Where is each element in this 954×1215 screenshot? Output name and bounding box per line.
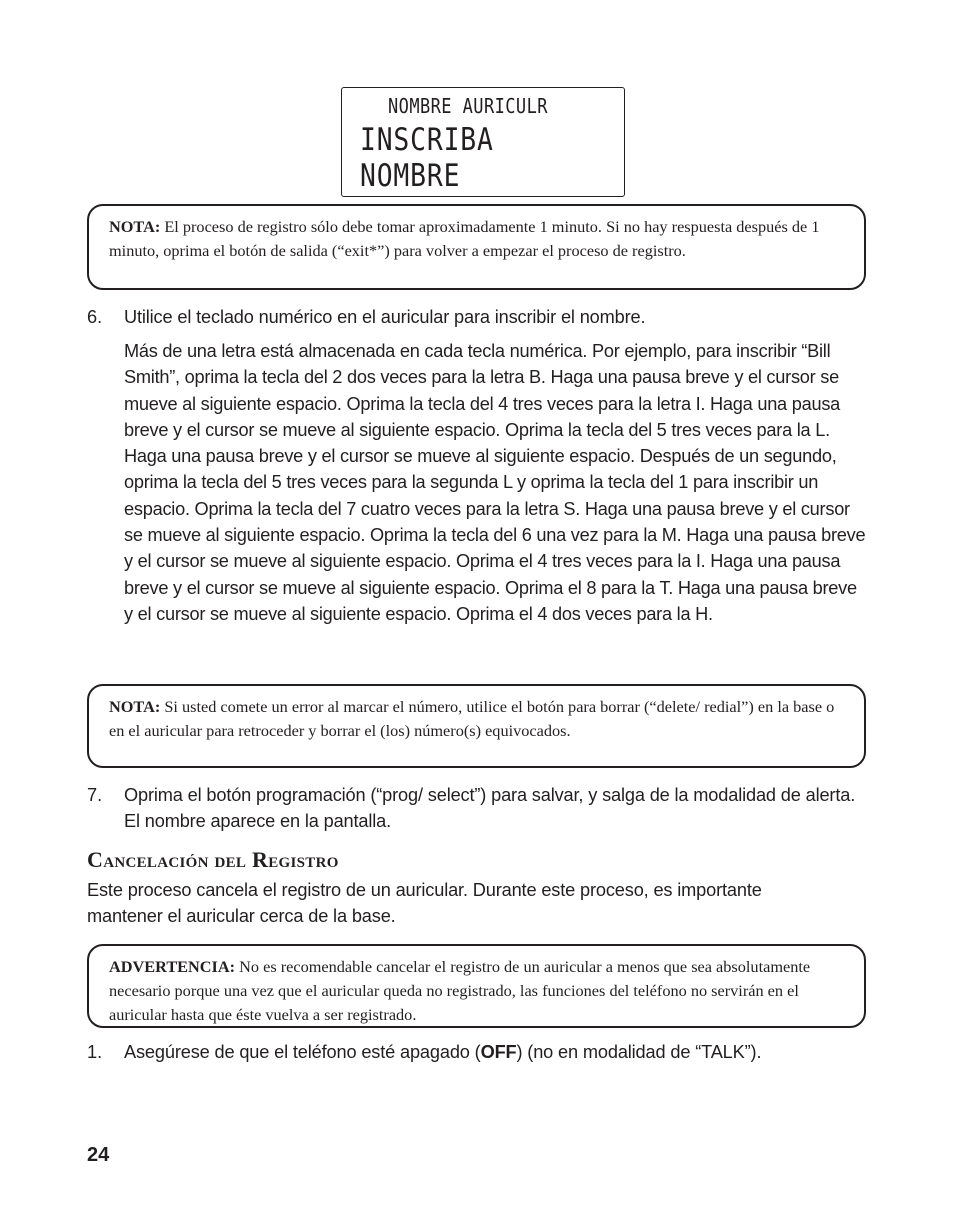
note-label: NOTA: — [109, 217, 161, 236]
lcd-line-2: INSCRIBA NOMBRE — [360, 122, 494, 194]
page-number: 24 — [87, 1144, 110, 1166]
step-number: 7. — [87, 785, 103, 805]
note-box-error — [87, 684, 866, 768]
section-heading: Cancelación del Registro — [87, 847, 339, 872]
lcd-line-1: NOMBRE AURICULR — [388, 94, 548, 118]
warning-text: No es recomendable cancelar el registro de un auricular a menos que sea absolutamente necesario porque una vez que el auricular queda no registrado, las funciones del teléfono no servirán en el auricular hasta que éste vuelva a ser registrado. — [109, 957, 811, 1024]
step-number: 1. — [87, 1042, 103, 1062]
warning-box — [87, 944, 866, 1028]
step-detail: Más de una letra está almacenada en cada tecla numérica. Por ejemplo, para inscribir “Bill Smith”, oprima la tecla del 2 dos veces para la letra B. Haga una pausa breve y el cursor se mueve al siguiente espacio. Oprima la tecla del 4 tres veces para la letra I. Haga una pausa breve y el cursor se mueve al siguiente espacio. Oprima la tecla del 5 tres veces para la L. Haga una pausa breve y el cursor se mueve al siguiente espacio. Después de un segundo, oprima la tecla del 5 tres veces para la segunda L y oprima la tecla del 1 para inscribir un espacio. Oprima la tecla del 7 cuatro veces para la letra S. Haga una pausa breve y el cursor se mueve al siguiente espacio. Oprima la tecla del 6 una vez para la M. Haga una pausa breve y el cursor se mueve al siguiente espacio. Oprima el 4 tres veces para la I. Haga una pausa breve y el cursor se mueve al siguiente espacio. Oprima el 8 para la T. Haga una pausa breve y el cursor se mueve al siguiente espacio. Oprima el 4 dos veces para la H. — [124, 341, 866, 624]
note-box-registration — [87, 204, 866, 290]
step-text: Oprima el botón programación (“prog/ select”) para salvar, y salga de la modalidad de alerta. El nombre aparece en la pantalla. — [124, 785, 856, 832]
step-text: Utilice el teclado numérico en el auricular para inscribir el nombre. — [124, 307, 646, 327]
section-intro: Este proceso cancela el registro de un auricular. Durante este proceso, es importante mantener el auricular cerca de la base. — [87, 880, 762, 927]
lcd-display — [341, 87, 625, 197]
off-keyword: OFF — [480, 1042, 517, 1062]
note-text: Si usted comete un error al marcar el número, utilice el botón para borrar (“delete/ redial”) en la base o en el auricular para retroceder y borrar el (los) número(s) equivocados. — [109, 697, 835, 740]
step-number: 6. — [87, 307, 103, 327]
note-label: NOTA: — [109, 697, 161, 716]
warning-label: ADVERTENCIA: — [109, 957, 236, 976]
step-text-part: ) (no en modalidad de “TALK”). — [516, 1042, 762, 1062]
step-text-part: Asegúrese de que el teléfono esté apagado ( — [124, 1042, 481, 1062]
step-text — [124, 1039, 869, 1065]
note-text: El proceso de registro sólo debe tomar aproximadamente 1 minuto. Si no hay respuesta después de 1 minuto, oprima el botón de salida (“exit*”) para volver a empezar el proceso de registro. — [109, 217, 820, 260]
